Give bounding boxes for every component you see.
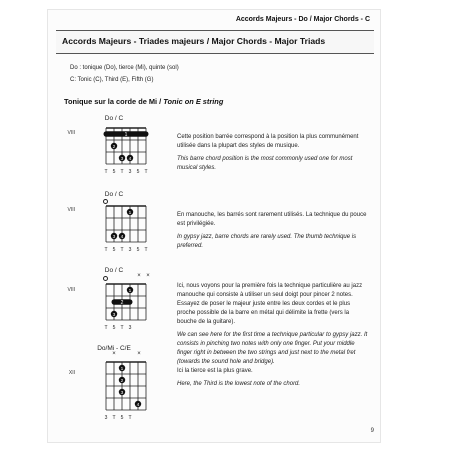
finger-number: 3 — [112, 234, 116, 240]
fingering-label: 3 — [128, 247, 132, 253]
fret-label-3: VIII — [67, 287, 75, 293]
description-3 — [177, 282, 369, 371]
barre-finger-label: 1 — [124, 131, 128, 138]
section-title-en: Tonic on E string — [163, 97, 224, 106]
description-2-fr: En manouche, les barrés sont rarement utilisés. La technique du pouce est privilégiée. — [177, 212, 367, 227]
description-3-fr: Ici, nous voyons pour la première fois la technique particulière au jazz manouche qui consiste à utiliser un seul doigt pour pincer 2 notes. Essayez de poser le majeur juste entre les deux cordes et le plus proche possible de la barre en métal qui délimite la frette (vers la bouche de la guitare). — [177, 283, 363, 325]
running-head: Accords Majeurs - Do / Major Chords - C — [235, 16, 370, 23]
chord-name-3: Do / C — [104, 267, 124, 274]
fingering-label: 3 — [104, 415, 108, 421]
finger-number: 2 — [112, 144, 116, 150]
chord-diagram-1 — [104, 124, 154, 180]
finger-number: 4 — [120, 234, 124, 240]
fingering-label: 5 — [112, 169, 116, 175]
section-title-fr: Tonique sur la corde de Mi / — [64, 97, 164, 106]
fingering-label: T — [120, 247, 124, 253]
muted-string-mark: × — [137, 351, 141, 357]
page-title: Accords Majeurs - Triades majeurs / Major Chords - Major Triads — [62, 36, 326, 46]
barre-finger-label: 2 — [120, 299, 124, 306]
description-2-en: In gypsy jazz, barre chords are rarely used. The thumb technique is preferred. — [177, 234, 357, 249]
description-4 — [177, 367, 369, 393]
chord-name-2: Do / C — [104, 191, 124, 198]
page-number: 9 — [370, 428, 374, 434]
chord-name-4: Do/Mi - C/E — [97, 345, 131, 352]
description-1-en: This barre chord position is the most commonly used one for most musical styles. — [177, 156, 353, 171]
description-1-fr: Cette position barrée correspond à la position la plus communément utilisée dans la plupart des styles de musique. — [177, 134, 359, 149]
description-4-fr: Ici la tierce est la plus grave. — [177, 368, 253, 374]
fret-label-4: XII — [68, 370, 75, 376]
muted-string-mark: × — [146, 273, 150, 279]
fret-label-2: VIII — [67, 207, 75, 213]
description-2 — [177, 211, 369, 255]
book-page — [48, 10, 380, 442]
fingering-label: 3 — [128, 169, 132, 175]
finger-number: 4 — [136, 402, 140, 408]
fingering-label: 5 — [112, 247, 116, 253]
fret-label-1: VIII — [67, 130, 75, 136]
fingering-label: 3 — [128, 325, 132, 331]
fingering-label: 5 — [112, 325, 116, 331]
fingering-label: T — [104, 325, 108, 331]
muted-string-mark: × — [137, 273, 141, 279]
fingering-label: 5 — [136, 169, 140, 175]
chord-diagram-2 — [104, 202, 154, 258]
fingering-label: T — [104, 247, 108, 253]
fingering-label: T — [120, 325, 124, 331]
title-bar — [56, 30, 374, 54]
description-3-en: We can see here for the first time a technique particular to gypsy jazz. It consists in pinching two notes with only one finger. Put your middle finger right in between the two strings and just next to the metal fret (towards the sound hole and bridge). — [177, 332, 368, 365]
chord-name-1: Do / C — [104, 115, 124, 122]
muted-string-mark: × — [112, 351, 116, 357]
chord-diagram-3 — [104, 280, 154, 336]
finger-number: 4 — [128, 156, 132, 162]
fingering-label: T — [104, 169, 108, 175]
intro-en: C: Tonic (C), Third (E), Fifth (G) — [70, 77, 154, 83]
description-4-en: Here, the Third is the lowest note of the chord. — [177, 381, 301, 387]
fingering-label: T — [128, 415, 132, 421]
finger-number: 1 — [128, 288, 132, 294]
intro-text — [70, 62, 179, 86]
finger-number: 3 — [112, 312, 116, 318]
finger-number: 1 — [120, 366, 124, 372]
fingering-label: T — [144, 247, 148, 253]
fingering-label: T — [120, 169, 124, 175]
fingering-label: T — [112, 415, 116, 421]
finger-number: 3 — [120, 390, 124, 396]
chord-diagram-4 — [104, 358, 154, 424]
fingering-label: 5 — [120, 415, 124, 421]
fingering-label: 5 — [136, 247, 140, 253]
description-1 — [177, 133, 369, 177]
intro-fr: Do : tonique (Do), tierce (Mi), quinte (sol) — [70, 65, 179, 71]
section-title — [64, 97, 223, 106]
fingering-label: T — [144, 169, 148, 175]
finger-number: 1 — [128, 210, 132, 216]
finger-number: 3 — [120, 156, 124, 162]
finger-number: 2 — [120, 378, 124, 384]
